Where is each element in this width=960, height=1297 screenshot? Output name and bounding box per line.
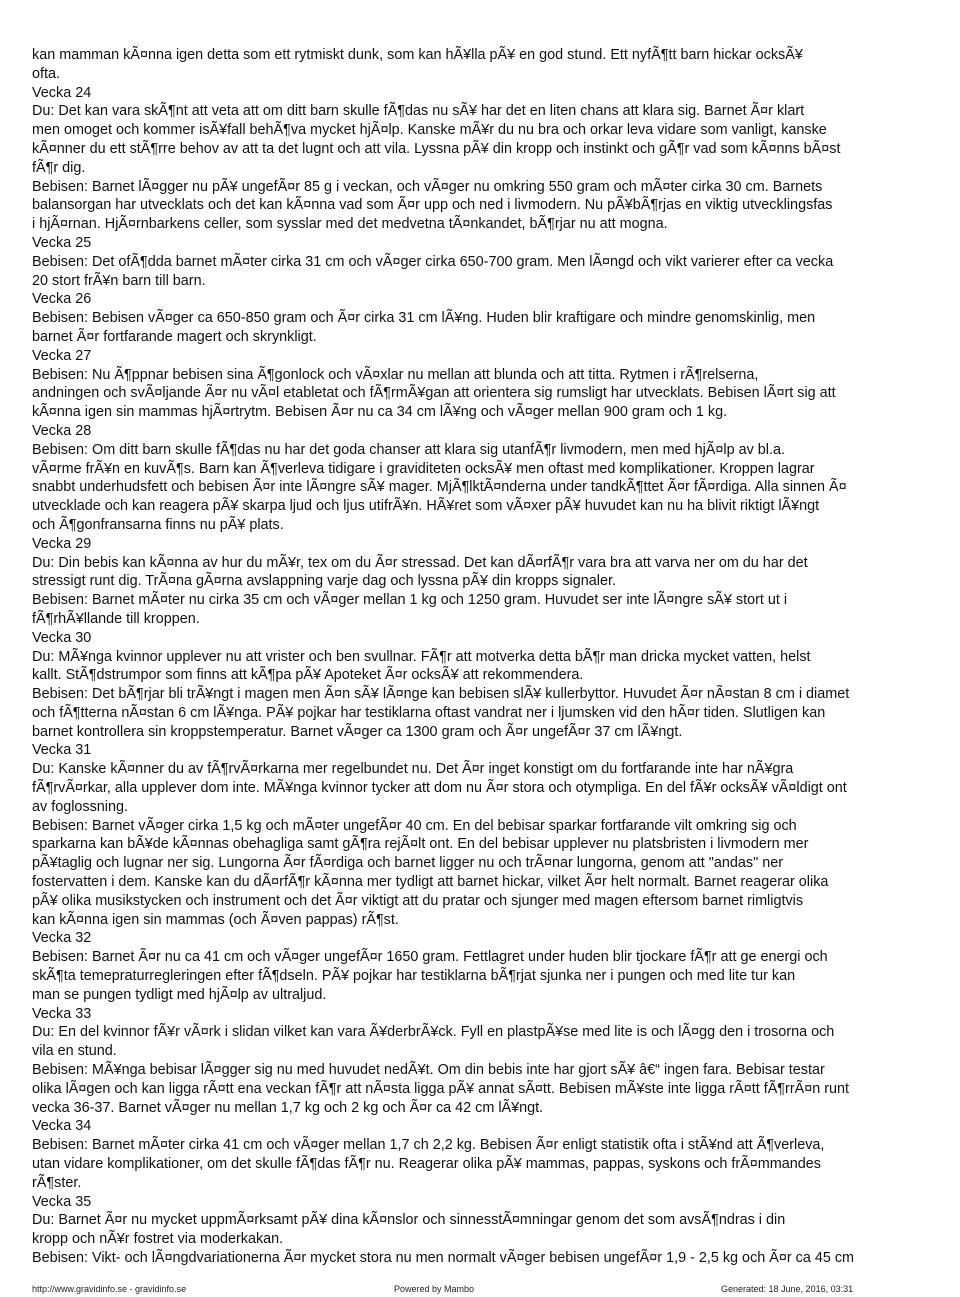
- text-line: Bebisen: Vikt- och lÃ¤ngdvariationerna Ã¤r mycket stora nu men normalt vÃ¤ger bebisen ungefÃ¤r 1,9 - 2,5 kg och Ã¤r ca 45 cm: [32, 1250, 855, 1266]
- text-line: fÃ¶rvÃ¤rkar, alla upplever dom inte. MÃ¥nga kvinnor tycker att dom nu Ã¤r stora och otympliga. En del fÃ¥r ocksÃ¥ vÃ¤ldigt ont: [32, 780, 847, 797]
- text-line: Bebisen: Barnet Ã¤r nu ca 41 cm och vÃ¤ger ungefÃ¤r 1650 gram. Fettlagret under huden blir tjockare fÃ¶r att ge energi och: [32, 949, 828, 966]
- text-line: Du: Din bebis kan kÃ¤nna av hur du mÃ¥r, tex om du Ã¤r stressad. Det kan dÃ¤rfÃ¶r vara bra att varva ner om du har det: [32, 554, 808, 571]
- text-line: Vecka 35: [32, 1193, 92, 1210]
- text-line: Vecka 24: [32, 84, 92, 101]
- footer-generated-date: Generated: 18 June, 2016, 03:31: [721, 1284, 854, 1294]
- text-line: Bebisen: Barnet lÃ¤gger nu pÃ¥ ungefÃ¤r 85 g i veckan, och vÃ¤ger nu omkring 550 gram och mÃ¤ter cirka 30 cm. Barnets: [32, 178, 823, 195]
- text-line: Bebisen: Det bÃ¶rjar bli trÃ¥ngt i magen men Ã¤n sÃ¥ lÃ¤nge kan bebisen slÃ¥ kullerbyttor. Huvudet Ã¤r nÃ¤stan 8 cm i diamet: [32, 686, 850, 703]
- text-line: Du: En del kvinnor fÃ¥r vÃ¤rk i slidan vilket kan vara Ã¥derbrÃ¥ck. Fyll en plastpÃ¥se med lite is och lÃ¤gg den i trosorna och: [32, 1024, 835, 1041]
- text-line: Vecka 26: [32, 291, 92, 308]
- text-line: Vecka 31: [32, 742, 92, 759]
- text-line: sparkarna kan bÃ¥de kÃ¤nnas obehagliga samt gÃ¶ra rejÃ¤lt ont. En del bebisar upplever nu platsbristen i livmodern mer: [32, 836, 809, 853]
- text-line: Vecka 30: [32, 629, 92, 646]
- text-line: kÃ¤nner du ett stÃ¶rre behov av att ta det lugnt och att vila. Lyssna pÃ¥ din kropp och instinkt och gÃ¶r vad som kÃ¤nns bÃ¤st: [32, 140, 841, 157]
- text-line: barnet kontrollera sin kroppstemperatur. Barnet vÃ¤ger ca 1300 gram och Ã¤r ungefÃ¤r 37 cm lÃ¥ngt.: [32, 723, 683, 740]
- text-line: Bebisen: Barnet vÃ¤ger cirka 1,5 kg och mÃ¤ter ungefÃ¤r 40 cm. En del bebisar sparkar fortfarande vilt omkring sig och: [32, 817, 797, 834]
- text-line: Bebisen: Det ofÃ¶dda barnet mÃ¤ter cirka 31 cm och vÃ¤ger cirka 650-700 gram. Men lÃ¤ngd och vikt varierer efter ca vecka: [32, 253, 834, 270]
- text-line: Du: Barnet Ã¤r nu mycket uppmÃ¤rksamt pÃ¥ dina kÃ¤nslor och sinnesstÃ¤mningar genom det som avsÃ¶ndras i din: [32, 1212, 786, 1229]
- text-line: Vecka 29: [32, 535, 92, 552]
- text-line: kan mamman kÃ¤nna igen detta som ett rytmiskt dunk, som kan hÃ¥lla pÃ¥ en god stund. Ett nyfÃ¶tt barn hickar ocksÃ¥: [32, 47, 803, 63]
- text-line: Vecka 34: [32, 1118, 92, 1135]
- text-line: Bebisen: Barnet mÃ¤ter cirka 41 cm och vÃ¤ger mellan 1,7 ch 2,2 kg. Bebisen Ã¤r enligt statistik ofta i stÃ¥nd att Ã¶verleva,: [32, 1137, 825, 1154]
- text-line: ofta.: [32, 65, 61, 82]
- text-line: man se pungen tydligt med hjÃ¤lp av ultraljud.: [32, 986, 327, 1003]
- text-line: kallt. StÃ¶dstrumpor som finns att kÃ¶pa pÃ¥ Apoteket Ã¤r ocksÃ¥ att rekommendera.: [32, 667, 584, 684]
- footer-powered-by: Powered by Mambo: [394, 1284, 475, 1294]
- text-line: Vecka 27: [32, 347, 92, 364]
- text-line: av foglossning.: [32, 798, 128, 815]
- text-line: stressigt runt dig. TrÃ¤na gÃ¤rna avslappning varje dag och lyssna pÃ¥ din kropps signaler.: [32, 573, 616, 590]
- text-line: Vecka 32: [32, 930, 92, 947]
- text-line: vÃ¤rme frÃ¥n en kuvÃ¶s. Barn kan Ã¶verleva tidigare i graviditeten ocksÃ¥ men oftast med komplikationer. Kroppen lagrar: [32, 460, 815, 477]
- text-line: skÃ¶ta temepraturregleringen efter fÃ¶dseln. PÃ¥ pojkar har testiklarna bÃ¶rjat sjunka ner i pungen och med lite tur kan: [32, 968, 796, 985]
- text-line: kÃ¤nna igen sin mammas hjÃ¤rtrytm. Bebisen Ã¤r nu ca 34 cm lÃ¥ng och vÃ¤ger mellan 900 gram och 1 kg.: [32, 404, 728, 421]
- text-line: utan vidare komplikationer, om det skulle fÃ¶das fÃ¶r nu. Reagerar olika pÃ¥ mammas, pappas, syskons och frÃ¤mmandes: [32, 1156, 821, 1173]
- text-line: Bebisen: Barnet mÃ¤ter nu cirka 35 cm och vÃ¤ger mellan 1 kg och 1250 gram. Huvudet ser inte lÃ¤ngre sÃ¥ stort ut i: [32, 592, 788, 609]
- text-line: snabbt underhudsfett och bebisen Ã¤r inte lÃ¤ngre sÃ¥ mager. MjÃ¶lktÃ¤nderna under tandkÃ¶ttet Ã¤r fÃ¤rdiga. Alla sinnen Ã¤: [32, 479, 847, 496]
- text-line: och Ã¶gonfransarna finns nu pÃ¥ plats.: [32, 516, 284, 533]
- text-line: Bebisen: Om ditt barn skulle fÃ¶das nu har det goda chanser att klara sig utanfÃ¶r livmodern, men med hjÃ¤lp av bl.a.: [32, 441, 785, 458]
- text-line: Vecka 25: [32, 234, 92, 251]
- text-line: barnet Ã¤r fortfarande magert och skrynkligt.: [32, 328, 317, 345]
- text-line: 20 stort frÃ¥n barn till barn.: [32, 272, 206, 289]
- text-line: Du: Kanske kÃ¤nner du av fÃ¶rvÃ¤rkarna mer regelbundet nu. Det Ã¤r inget konstigt om du fortfarande inte har nÃ¥gra: [32, 761, 794, 778]
- document-body: [32, 46, 960, 1268]
- text-line: pÃ¥taglig och lugnar ner sig. Lungorna Ã¤r fÃ¤rdiga och barnet ligger nu och trÃ¤nar lungorna, genom att "andas" ner: [32, 855, 784, 872]
- text-line: kan kÃ¤nna igen sin mammas (och Ã¤ven pappas) rÃ¶st.: [32, 911, 399, 928]
- text-line: kropp och nÃ¥r fostret via moderkakan.: [32, 1231, 284, 1248]
- text-line: Bebisen: Nu Ã¶ppnar bebisen sina Ã¶gonlock och vÃ¤xlar nu mellan att blunda och att titta. Rytmen i rÃ¶relserna,: [32, 366, 759, 383]
- text-line: i hjÃ¤rnan. HjÃ¤rnbarkens celler, som sysslar med det medvetna tÃ¤nkandet, bÃ¶rjar nu att mogna.: [32, 216, 668, 233]
- text-line: och fÃ¶tterna nÃ¤stan 6 cm lÃ¥nga. PÃ¥ pojkar har testiklarna oftast vandrat ner i ljumsken vid den hÃ¤r tiden. Slutligen kan: [32, 704, 826, 721]
- text-line: Vecka 33: [32, 1005, 92, 1022]
- text-line: balansorgan har utvecklats och det kan kÃ¤nna vad som Ã¤r upp och ned i livmodern. Nu pÃ¥bÃ¶rjas en viktig utvecklingsfas: [32, 197, 833, 214]
- text-line: andningen och svÃ¤ljande Ã¤r nu vÃ¤l etabletat och fÃ¶rmÃ¥gan att orientera sig rumsligt har utvecklats. Bebisen lÃ¤rt sig att: [32, 385, 836, 402]
- footer-url: http://www.gravidinfo.se - gravidinfo.se: [32, 1284, 187, 1294]
- text-line: pÃ¥ olika musikstycken och instrument och det Ã¤r viktigt att du pratar och sjunger med magen eftersom barnet rimligtvis: [32, 892, 804, 909]
- text-line: utvecklade och kan reagera pÃ¥ skarpa ljud och ljus utifrÃ¥n. HÃ¥ret som vÃ¤xer pÃ¥ huvudet kan nu ha blivit riktigt lÃ¥ngt: [32, 498, 820, 515]
- text-line: fostervatten i dem. Kanske kan du dÃ¤rfÃ¶r kÃ¤nna mer tydligt att barnet hickar, vilket Ã¤r helt normalt. Barnet reagerar olika: [32, 874, 829, 891]
- text-line: fÃ¶r dig.: [32, 159, 86, 176]
- text-line: Du: Det kan vara skÃ¶nt att veta att om ditt barn skulle fÃ¶das nu sÃ¥ har det en liten chans att klara sig. Barnet Ã¤r klart: [32, 103, 805, 120]
- text-line: vila en stund.: [32, 1043, 117, 1060]
- text-line: Vecka 28: [32, 422, 92, 439]
- text-line: vecka 36-37. Barnet vÃ¤ger nu mellan 1,7 kg och 2 kg och Ã¤r ca 42 cm lÃ¥ngt.: [32, 1099, 544, 1116]
- text-line: Du: MÃ¥nga kvinnor upplever nu att vrister och ben svullnar. FÃ¶r att motverka detta bÃ¶r man dricka mycket vatten, helst: [32, 648, 811, 665]
- text-line: olika lÃ¤gen och kan ligga rÃ¤tt ena veckan fÃ¶r att nÃ¤sta ligga pÃ¥ annat sÃ¤tt. Bebisen mÃ¥ste inte ligga rÃ¤tt fÃ¶rrÃ¤n runt: [32, 1080, 850, 1097]
- text-line: Bebisen: MÃ¥nga bebisar lÃ¤gger sig nu med huvudet nedÃ¥t. Om din bebis inte har gjort sÃ¥ â€“ ingen fara. Bebisar testar: [32, 1062, 825, 1079]
- page-footer: [32, 1284, 927, 1297]
- text-line: rÃ¶ster.: [32, 1174, 82, 1191]
- text-line: fÃ¶rhÃ¥llande till kroppen.: [32, 610, 200, 627]
- text-line: Bebisen: Bebisen vÃ¤ger ca 650-850 gram och Ã¤r cirka 31 cm lÃ¥ng. Huden blir kraftigare och mindre genomskinlig, men: [32, 310, 816, 327]
- text-line: men omoget och kommer isÃ¥fall behÃ¶va mycket hjÃ¤lp. Kanske mÃ¥r du nu bra och orkar leva vidare som vanligt, kanske: [32, 122, 827, 139]
